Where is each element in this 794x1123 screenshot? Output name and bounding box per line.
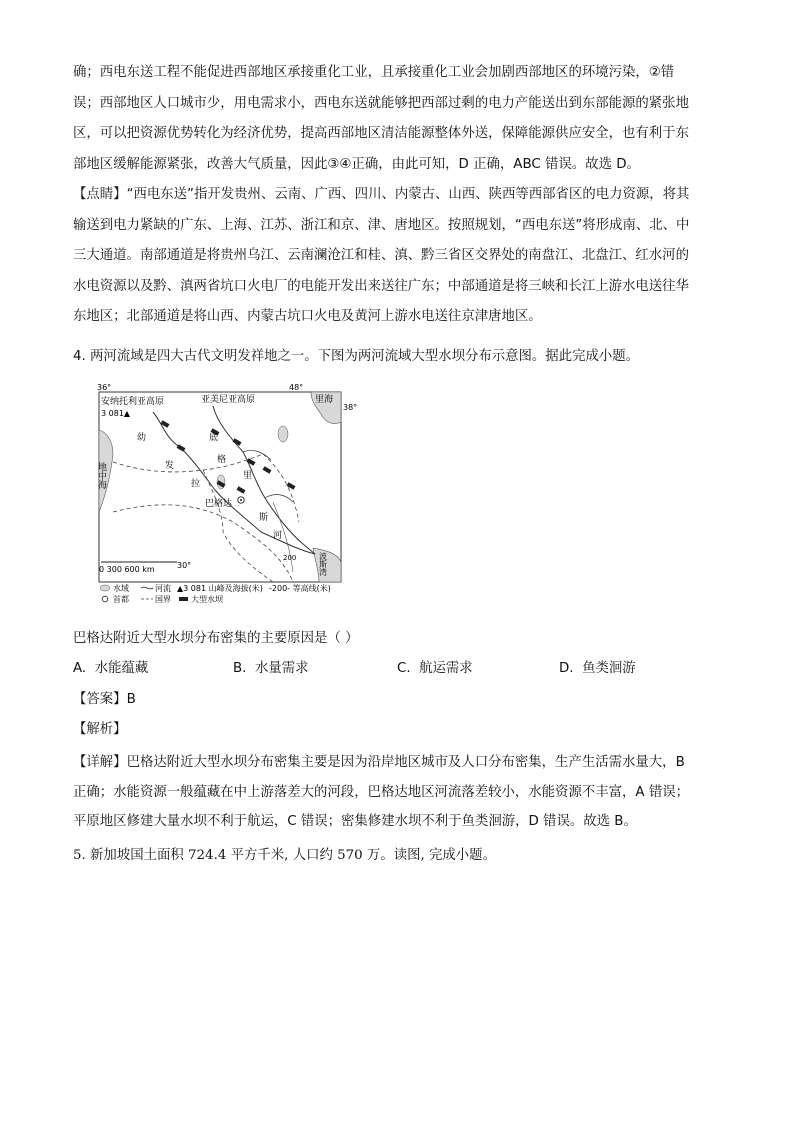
top-paragraph (73, 58, 723, 333)
option-d[interactable]: D. 鱼类洄游 (559, 661, 636, 676)
river-label: 底 (209, 433, 219, 443)
region-label: 地中海 (96, 462, 106, 489)
answer-line (73, 688, 136, 712)
question-5-intro: 5. 新加坡国土面积 724.4 平方千米, 人口约 570 万。读图, 完成小题。 (73, 848, 496, 863)
river-label: 幼 (137, 433, 147, 443)
answer-tag: 【答案】 (73, 692, 127, 707)
dianjing-line (73, 180, 723, 211)
lon-label: 36° (97, 383, 112, 392)
legend-dam-swatch (179, 597, 188, 601)
lon-label: 48° (289, 383, 304, 392)
question-stem: 巴格达附近大型水坝分布密集的主要原因是（ ） (73, 631, 359, 646)
region-label: 亚美尼亚高原 (201, 395, 256, 405)
legend-capital: 首都 (113, 595, 129, 604)
legend-water: 水域 (113, 584, 129, 593)
text-line: 东地区；北部通道是将山西、内蒙古坑口火电及黄河上游水电送往京津唐地区。 (73, 309, 542, 324)
two-rivers-dam-map (93, 382, 375, 604)
legend-river-swatch (141, 587, 153, 589)
option-c[interactable]: C. 航运需求 (397, 661, 473, 676)
detail-line: 平原地区修建大量水坝不利于航运，C 错误；密集修建水坝不利于鱼类洄游，D 错误。故选 B。 (73, 814, 637, 829)
text-line: 三大通道。南部通道是将贵州乌江、云南澜沧江和桂、滇、黔三省区交界处的南盘江、北盘江、红水河的 (73, 248, 689, 263)
legend-river: 河流 (155, 584, 171, 593)
legend-capital-swatch (102, 596, 108, 602)
map-svg (93, 382, 375, 604)
river-label: 拉 (191, 479, 201, 489)
contour-label: 200 (283, 554, 297, 562)
text-line: 确；西电东送工程不能促进西部地区承接重化工业，且承接重化工业会加剧西部地区的环境污染，②错 (73, 65, 675, 80)
legend-border: 国界 (155, 595, 171, 604)
option-b[interactable]: B. 水量需求 (233, 661, 309, 676)
river-label: 河 (273, 531, 283, 541)
detail-paragraph (73, 748, 728, 837)
text-line: 区，可以把资源优势转化为经济优势，提高西部地区清洁能源整体外送，保障能源供应安全，也有利于东 (73, 126, 689, 141)
detail-line: 正确；水能资源一般蕴藏在中上游落差大的河段，巴格达地区河流落差较小，水能资源不丰富，A 错误； (73, 784, 689, 800)
text-line: 误；西部地区人口城市少，用电需求小，西电东送就能够把西部过剩的电力产能送出到东部能源的紧张地 (73, 95, 689, 111)
region-label: 波斯湾 (318, 552, 328, 576)
legend-contour: -200- 等高线(米) (269, 584, 331, 593)
text-line: 输送到电力紧缺的广东、上海、江苏、浙江和京、津、唐地区。按照规划，“西电东送”将形成南、北、中 (73, 217, 690, 233)
river-label: 格 (217, 455, 227, 465)
text-line: “西电东送”指开发贵州、云南、广西、四川、内蒙古、山西、陕西等西部省区的电力资源，将其 (126, 187, 690, 202)
text-line: 水电资源以及黔、滇两省坑口火电厂的电能开发出来送往广东；中部通道是将三峡和长江上游水电送往华 (73, 278, 689, 294)
option-a[interactable]: A. 水能蕴藏 (73, 661, 149, 676)
peak-label: 3 081▲ (101, 409, 131, 418)
question-4-intro: 4. 两河流域是四大古代文明发祥地之一。下图为两河流域大型水坝分布示意图。据此完成小题。 (73, 349, 640, 364)
legend-peak: ▲3 081 山峰及海拔(米) (177, 584, 263, 593)
capital-label: 巴格达 (205, 499, 233, 509)
region-label: 里海 (315, 395, 334, 405)
detail-line: 【详解】巴格达附近大型水坝分布密集主要是因为沿岸地区城市及人口分布密集，生产生活需水量大，B (73, 755, 685, 770)
legend-water-swatch (100, 585, 110, 591)
text-line: 部地区缓解能源紧张，改善大气质量，因此③④正确，由此可知，D 正确，ABC 错误。故选 D。 (73, 156, 640, 172)
analysis-tag: 【解析】 (73, 722, 127, 737)
lat-label: 30° (177, 561, 192, 570)
river-label: 斯 (259, 513, 269, 523)
detail-tag: 【详解】 (73, 755, 127, 770)
scale-label: 0 300 600 km (99, 565, 155, 574)
river-label: 发 (165, 461, 175, 471)
lat-label: 38° (343, 403, 358, 412)
region-label: 安纳托利亚高原 (101, 397, 165, 407)
lake (278, 426, 288, 442)
river-label: 里 (243, 471, 253, 481)
dianjing-tag: 【点睛】 (73, 187, 127, 202)
answer-value: B (126, 692, 136, 707)
legend-dam: 大型水坝 (191, 595, 223, 604)
